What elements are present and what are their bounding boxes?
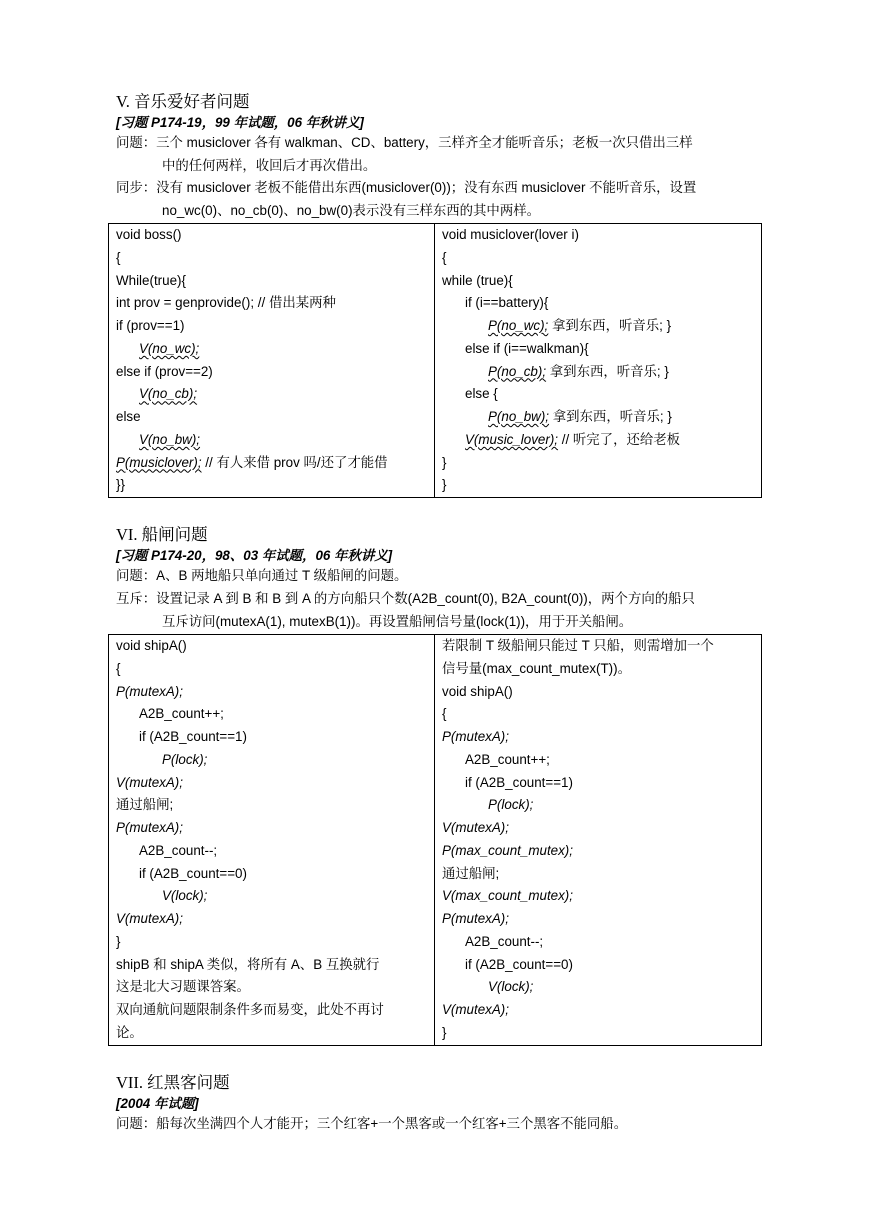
code-line bbox=[116, 749, 428, 772]
code-text: } bbox=[442, 454, 447, 470]
code-line bbox=[116, 406, 428, 429]
code-line bbox=[442, 315, 755, 338]
code-text: 论。 bbox=[116, 1024, 143, 1040]
code-line bbox=[116, 840, 428, 863]
shipA-limited-code-cell bbox=[435, 635, 762, 1046]
section-5-problem bbox=[116, 132, 756, 177]
code-text: 若限制 T 级船闸只能过 T 只船，则需增加一个 bbox=[442, 638, 714, 653]
boss-code-cell bbox=[109, 224, 435, 498]
code-line bbox=[116, 726, 428, 749]
code-line bbox=[116, 224, 428, 247]
code-line bbox=[116, 1022, 428, 1045]
code-text: else bbox=[116, 409, 141, 424]
code-line bbox=[116, 931, 428, 954]
semaphore-op: P(mutexA); bbox=[116, 820, 183, 835]
semaphore-op: V(music_lover); bbox=[465, 431, 559, 447]
sync-line: no_wc(0)、no_cb(0)、no_bw(0)表示没有三样东西的其中两样。 bbox=[162, 202, 540, 218]
code-text: if (A2B_count==1) bbox=[465, 774, 573, 790]
code-text: 双向通航问题限制条件多而易变，此处不再讨 bbox=[116, 1002, 384, 1017]
code-text: 拿到东西，听音乐; } bbox=[549, 409, 672, 424]
semaphore-op: P(max_count_mutex); bbox=[442, 842, 573, 858]
semaphore-op: P(no_bw); bbox=[488, 409, 550, 424]
code-text: } bbox=[116, 933, 121, 949]
code-line bbox=[116, 429, 428, 452]
code-line bbox=[442, 794, 755, 817]
code-text: else if (i==walkman){ bbox=[465, 340, 589, 356]
code-text: void shipA() bbox=[442, 683, 513, 699]
code-text: 信号量(max_count_mutex(T))。 bbox=[442, 660, 631, 676]
code-line bbox=[116, 315, 428, 338]
semaphore-op: P(no_cb); bbox=[488, 363, 547, 379]
code-line bbox=[442, 703, 755, 726]
code-line bbox=[442, 429, 755, 452]
code-text: // 有人来借 prov 吗/还了才能借 bbox=[201, 454, 388, 470]
code-line bbox=[442, 224, 755, 247]
code-line bbox=[116, 999, 428, 1022]
code-line bbox=[442, 954, 755, 977]
semaphore-op: V(lock); bbox=[162, 888, 208, 904]
shipA-code-cell bbox=[109, 635, 435, 1046]
code-text: A2B_count--; bbox=[465, 933, 544, 949]
section-7-problem bbox=[116, 1113, 756, 1136]
code-line bbox=[116, 452, 428, 475]
code-line bbox=[116, 817, 428, 840]
musiclover-code-cell bbox=[435, 224, 762, 498]
semaphore-op: P(lock); bbox=[162, 751, 208, 767]
problem-line: 问题：A、B 两地船只单向通过 T 级船闸的问题。 bbox=[116, 568, 408, 583]
code-text: { bbox=[442, 706, 447, 722]
code-line bbox=[116, 338, 428, 361]
section-6-problem bbox=[116, 565, 756, 588]
problem-line: 问题：船每次坐满四个人才能开；三个红客+一个黑客或一个红客+三个黑客不能同船。 bbox=[116, 1116, 628, 1131]
semaphore-op: P(musiclover); bbox=[116, 454, 202, 470]
section-7-heading: VII. 红黑客问题 bbox=[116, 1073, 230, 1092]
code-line bbox=[116, 908, 428, 931]
code-text: if (A2B_count==0) bbox=[465, 956, 573, 972]
section-6-code-table bbox=[108, 634, 762, 1046]
semaphore-op: V(no_cb); bbox=[139, 386, 198, 402]
code-line bbox=[116, 270, 428, 293]
code-line bbox=[116, 292, 428, 315]
code-text: void boss() bbox=[116, 227, 182, 242]
semaphore-op: V(mutexA); bbox=[442, 1002, 509, 1017]
code-text: 通过船闸; bbox=[442, 865, 500, 881]
code-line bbox=[442, 908, 755, 931]
code-line bbox=[442, 452, 755, 475]
code-text: { bbox=[116, 660, 121, 676]
semaphore-op: V(mutexA); bbox=[116, 774, 183, 790]
code-line bbox=[442, 474, 755, 497]
section-5-source: [习题 P174-19，99 年试题，06 年秋讲义] bbox=[116, 115, 364, 130]
code-text: } bbox=[442, 477, 447, 493]
code-line bbox=[116, 976, 428, 999]
problem-line: 中的任何两样，收回后才再次借出。 bbox=[162, 157, 377, 173]
code-text: A2B_count--; bbox=[139, 842, 218, 858]
code-text: if (i==battery){ bbox=[465, 295, 549, 311]
semaphore-op: P(no_wc); bbox=[488, 318, 549, 333]
section-6-mutex bbox=[116, 588, 756, 633]
code-line bbox=[442, 270, 755, 293]
code-line bbox=[116, 863, 428, 886]
code-text: if (prov==1) bbox=[116, 318, 185, 333]
code-text: shipB 和 shipA 类似，将所有 A、B 互换就行 bbox=[116, 956, 380, 972]
code-line bbox=[442, 999, 755, 1022]
code-line bbox=[116, 703, 428, 726]
code-line bbox=[442, 635, 755, 658]
code-line bbox=[442, 976, 755, 999]
code-line bbox=[442, 658, 755, 681]
code-line bbox=[442, 772, 755, 795]
section-6-source: [习题 P174-20，98、03 年试题，06 年秋讲义] bbox=[116, 548, 393, 563]
code-line bbox=[116, 361, 428, 384]
code-text: int prov = genprovide(); // 借出某两种 bbox=[116, 295, 336, 311]
section-5-heading: V. 音乐爱好者问题 bbox=[116, 92, 250, 111]
sync-line: 同步：没有 musiclover 老板不能借出东西(musiclover(0))；没有东西 musiclover 不能听音乐，设置 bbox=[116, 180, 697, 195]
code-text: A2B_count++; bbox=[139, 706, 224, 722]
code-text: 拿到东西，听音乐; } bbox=[548, 318, 672, 333]
semaphore-op: P(mutexA); bbox=[442, 911, 509, 926]
code-line bbox=[442, 863, 755, 886]
code-line bbox=[442, 726, 755, 749]
code-line bbox=[442, 247, 755, 270]
semaphore-op: P(lock); bbox=[488, 797, 534, 813]
code-text: if (A2B_count==0) bbox=[139, 865, 247, 881]
code-text: else { bbox=[465, 386, 498, 402]
code-text: else if (prov==2) bbox=[116, 363, 213, 379]
code-text: A2B_count++; bbox=[465, 751, 550, 767]
code-text: // 听完了，还给老板 bbox=[558, 431, 681, 447]
code-line bbox=[116, 474, 428, 497]
code-line bbox=[442, 406, 755, 429]
semaphore-op: V(mutexA); bbox=[442, 820, 509, 835]
code-line bbox=[442, 383, 755, 406]
semaphore-op: V(lock); bbox=[488, 979, 534, 995]
code-text: void shipA() bbox=[116, 638, 187, 653]
problem-line: 问题：三个 musiclover 各有 walkman、CD、battery，三样齐全才能听音乐；老板一次只借出三样 bbox=[116, 135, 693, 150]
code-text: { bbox=[116, 249, 121, 265]
code-line bbox=[442, 885, 755, 908]
semaphore-op: V(no_bw); bbox=[139, 431, 201, 447]
code-text: 这是北大习题课答案。 bbox=[116, 979, 250, 995]
code-line bbox=[442, 931, 755, 954]
code-line bbox=[116, 247, 428, 270]
semaphore-op: P(mutexA); bbox=[116, 683, 183, 699]
semaphore-op: V(max_count_mutex); bbox=[442, 888, 573, 904]
code-text: }} bbox=[116, 477, 125, 493]
code-line bbox=[442, 840, 755, 863]
code-line bbox=[116, 885, 428, 908]
code-text: void musiclover(lover i) bbox=[442, 227, 579, 242]
code-line bbox=[116, 681, 428, 704]
code-line bbox=[442, 338, 755, 361]
code-line bbox=[442, 681, 755, 704]
code-line bbox=[442, 292, 755, 315]
mutex-line: 互斥访问(mutexA(1), mutexB(1))。再设置船闸信号量(lock(1))，用于开关船闸。 bbox=[162, 613, 633, 629]
code-text: 通过船闸; bbox=[116, 797, 174, 813]
section-7-source: [2004 年试题] bbox=[116, 1096, 199, 1111]
code-line bbox=[116, 794, 428, 817]
code-line bbox=[116, 954, 428, 977]
code-line bbox=[442, 817, 755, 840]
code-text: if (A2B_count==1) bbox=[139, 729, 247, 744]
code-text: While(true){ bbox=[116, 272, 186, 288]
mutex-line: 互斥：设置记录 A 到 B 和 B 到 A 的方向船只个数(A2B_count(0), B2A_count(0))，两个方向的船只 bbox=[116, 591, 695, 606]
code-line bbox=[442, 1022, 755, 1045]
code-line bbox=[116, 658, 428, 681]
semaphore-op: P(mutexA); bbox=[442, 729, 509, 744]
semaphore-op: V(no_wc); bbox=[139, 340, 200, 356]
section-5-code-table bbox=[108, 223, 762, 498]
code-line bbox=[442, 749, 755, 772]
code-line bbox=[116, 383, 428, 406]
section-6-heading: VI. 船闸问题 bbox=[116, 525, 208, 544]
code-line bbox=[442, 361, 755, 384]
code-text: 拿到东西，听音乐; } bbox=[546, 363, 669, 379]
code-text: { bbox=[442, 249, 447, 265]
code-line bbox=[116, 635, 428, 658]
code-line bbox=[116, 772, 428, 795]
section-5-sync bbox=[116, 177, 756, 222]
code-text: while (true){ bbox=[442, 272, 513, 288]
semaphore-op: V(mutexA); bbox=[116, 911, 183, 926]
code-text: } bbox=[442, 1024, 447, 1040]
